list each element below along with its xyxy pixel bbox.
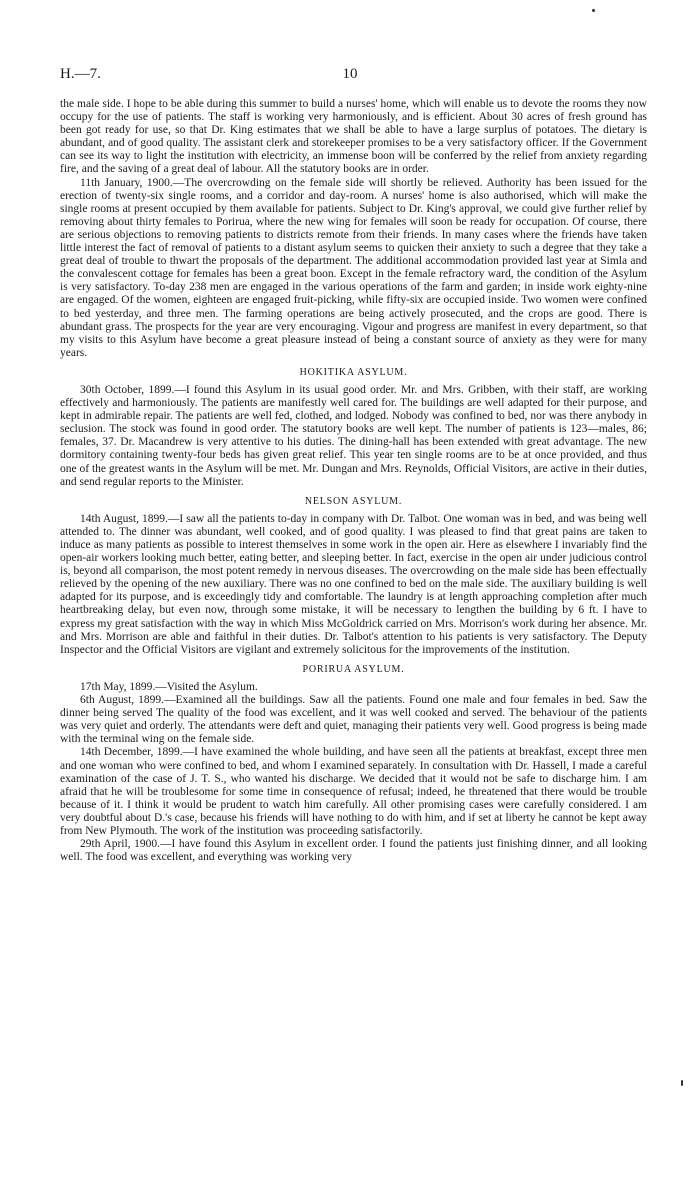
section-heading-nelson: NELSON ASYLUM. <box>304 495 403 507</box>
document-reference: H.—7. <box>60 66 101 82</box>
paragraph: the male side. I hope to be able during this summer to build a nurses' home, which will enable us to devote the rooms they now occupy for the use of patients. The staff is working very harmoniously, and is efficient. About 30 acres of fresh ground has been got ready for use, so that Dr. King estimates that we shall be able to have a large surplus of potatoes. The dietary is abundant, and of good quality. The assistant clerk and storekeeper promises to be a very satisfactory officer. If the Government can see its way to light the institution with electricity, an immense boon will be conferred by the relief from anxiety regarding fire, and the saving of a great deal of labour. All the statutory books are in order. <box>60 98 647 176</box>
paragraph: 6th August, 1899.—Examined all the buildings. Saw all the patients. Found one male and four females in bed. Saw the dinner being served The quality of the food was excellent, and it was well cooked and served. The behaviour of the patients was very quiet and orderly. The attendants were deft and quiet, managing their patients very well. Good progress is being made with the terminal wing on the female side. <box>60 694 647 746</box>
section-heading-porirua: PORIRUA ASYLUM. <box>302 663 405 675</box>
paragraph: 29th April, 1900.—I have found this Asylum in excellent order. I found the patients just finishing dinner, and all looking well. The food was excellent, and everything was working very <box>60 838 647 864</box>
paragraph: 14th December, 1899.—I have examined the whole building, and have seen all the patients at breakfast, except three men and one woman who were confined to bed, and whom I examined separately. In consultation with Dr. Hassell, I made a careful examination of the case of J. T. S., who wanted his discharge. We decided that it would not be safe to discharge him. I am afraid that he will be troublesome for some time in consequence of refusal; indeed, he threatened that there would be trouble because of it. I think it would be prudent to watch him carefully. All other promising cases were carefully considered. I am very doubtful about D.'s case, because his friends will have nothing to do with him, and if set at liberty he cannot be kept away from New Plymouth. The work of the institution was proceeding satisfactorily. <box>60 746 647 837</box>
page-number: 10 <box>342 66 358 82</box>
speck-mark <box>681 1080 683 1086</box>
paragraph: 11th January, 1900.—The overcrowding on the female side will shortly be relieved. Authority has been issued for the erection of twenty-six single rooms, and a corridor and day-room. A nurses' home is also authorised, which will make the single rooms at present occupied by them available for patients. Subject to Dr. King's approval, we could give further relief by removing about thirty females to Porirua, where the new wing for females will soon be ready for occupation. Of course, there are serious objections to removing patients to districts remote from their friends. In many cases where the friends have taken little interest the fact of removal of patients to a distant asylum seems to quicken their anxiety to such a degree that they take a great deal of trouble to thwart the proposals of the department. The additional accommodation provided last year at Simla and the convalescent cottage for females has been a great boon. Except in the female refractory ward, the condition of the Asylum is very satisfactory. To-day 238 men are engaged in the various operations of the farm and garden; in inside work eighty-nine are engaged. Of the women, eighteen are engaged fruit-picking, while fifty-six are occupied inside. Two women were confined to bed yesterday, and three men. The farming operations are being actively prosecuted, and the crops are good. There is abundant grass. The prospects for the year are very encouraging. Vigour and progress are manifest in every department, so that my visits to this Asylum have become a great pleasure instead of being a constant source of anxiety as they were for many years. <box>60 176 647 359</box>
speck-mark <box>592 9 595 12</box>
page-header <box>60 66 640 86</box>
paragraph: 30th October, 1899.—I found this Asylum in its usual good order. Mr. and Mrs. Gribben, with their staff, are working effectively and harmoniously. The patients are manifestly well cared for. The buildings are well adapted for their purpose, and kept in admirable repair. The patients are well fed, clothed, and lodged. Nobody was confined to bed, nor was there anybody in seclusion. The stock was found in good order. The statutory books are well kept. The number of patients is 123—males, 86; females, 37. Dr. Macandrew is very attentive to his duties. The dining-hall has been extended with great advantage. The new dormitory containing twenty-four beds has given great relief. This year ten single rooms are to be at once provided, and thus one of the greatest wants in the Asylum will be met. Mr. Dungan and Mrs. Reynolds, Official Visitors, are active in their duties, and send regular reports to the Minister. <box>60 383 647 488</box>
paragraph: 17th May, 1899.—Visited the Asylum. <box>80 680 258 693</box>
page-body <box>60 98 647 864</box>
paragraph: 14th August, 1899.—I saw all the patients to-day in company with Dr. Talbot. One woman was in bed, and was being well attended to. The dinner was abundant, well cooked, and of good quality. I was pleased to find that great pains are taken to induce as many patients as possible to interest themselves in some work in the open air. Here as elsewhere I invariably find the open-air workers looking much better, eating better, and sleeping better. In fact, exercise in the open air under judicious control is, beyond all comparison, the most potent remedy in nervous diseases. The overcrowding on the male side has been effectually relieved by the opening of the new auxiliary. There was no one confined to bed on the male side. The auxiliary building is well adapted for its purpose, and is exceedingly tidy and comfortable. The laundry is at length approaching completion after much heartbreaking delay, but even now, through some mistake, it will be necessary to lengthen the building by 6 ft. I have to express my great satisfaction with the way in which Miss McGoldrick carried on Mrs. Morrison's work during her absence. Mr. and Mrs. Morrison are able and faithful in their duties. Dr. Talbot's attention to his patients is very satisfactory. The Deputy Inspector and the Official Visitors are vigilant and extremely solicitous for the improvements of the institution. <box>60 512 647 656</box>
section-heading-hokitika: HOKITIKA ASYLUM. <box>299 366 408 378</box>
